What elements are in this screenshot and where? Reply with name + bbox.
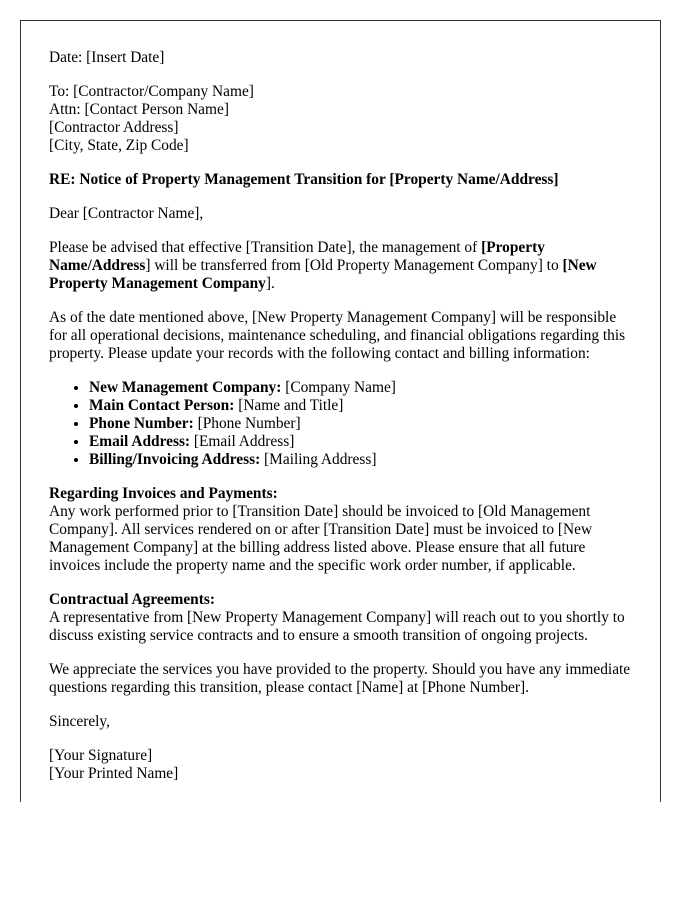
list-item-value: [Company Name] (281, 379, 396, 396)
contracts-section (49, 591, 632, 645)
recipient-block (49, 83, 632, 155)
contracts-body: A representative from [New Property Management Company] will reach out to you shortly to discuss existing service contracts and to ensure a smooth transition of ongoing projects. (49, 609, 625, 644)
printed-name: [Your Printed Name] (49, 765, 179, 782)
list-item (89, 379, 632, 397)
salutation: Dear [Contractor Name], (49, 205, 204, 222)
invoices-heading: Regarding Invoices and Payments: (49, 485, 278, 502)
list-item-label: Phone Number: (89, 415, 194, 432)
recipient-city-state-zip: [City, State, Zip Code] (49, 137, 189, 154)
list-item-value: [Email Address] (190, 433, 295, 450)
list-item (89, 433, 632, 451)
letter-page (20, 20, 661, 802)
responsibility-paragraph: As of the date mentioned above, [New Property Management Company] will be responsible for all operational decisions, maintenance scheduling, and financial obligations regarding this property. Please update your records with the following contact and billing information: (49, 309, 626, 362)
recipient-to: To: [Contractor/Company Name] (49, 83, 254, 100)
list-item-value: [Name and Title] (234, 397, 344, 414)
recipient-attn: Attn: [Contact Person Name] (49, 101, 229, 118)
list-item (89, 415, 632, 433)
list-item-value: [Mailing Address] (260, 451, 377, 468)
list-item-label: Main Contact Person: (89, 397, 235, 414)
intro-text-1: Please be advised that effective [Transition Date], the management of (49, 239, 482, 256)
recipient-address: [Contractor Address] (49, 119, 179, 136)
signature-block (49, 747, 632, 783)
list-item-value: [Phone Number] (193, 415, 301, 432)
intro-text-2: ] will be transferred from [Old Property Management Company] to (145, 257, 563, 274)
list-item-label: Email Address: (89, 433, 191, 450)
contracts-heading: Contractual Agreements: (49, 591, 215, 608)
contact-info-list (49, 379, 632, 469)
signature: [Your Signature] (49, 747, 153, 764)
property-name-bold: [Property Name/Address (49, 239, 545, 274)
new-company-bold: [New Property Management Company (49, 257, 597, 292)
intro-paragraph (49, 239, 632, 293)
date-line: Date: [Insert Date] (49, 49, 165, 66)
subject-line: RE: Notice of Property Management Transition for [Property Name/Address] (49, 171, 559, 188)
closing-paragraph: We appreciate the services you have provided to the property. Should you have any immediate questions regarding this transition, please contact [Name] at [Phone Number]. (49, 661, 631, 696)
list-item-label: Billing/Invoicing Address: (89, 451, 261, 468)
list-item (89, 397, 632, 415)
intro-text-3: ]. (265, 275, 275, 292)
invoices-section (49, 485, 632, 575)
invoices-body: Any work performed prior to [Transition Date] should be invoiced to [Old Management Company]. All services rendered on or after [Transition Date] must be invoiced to [New Management Company] at the billing address listed above. Please ensure that all future invoices include the property name and the specific work order number, if applicable. (49, 503, 593, 574)
closing: Sincerely, (49, 713, 110, 730)
list-item-label: New Management Company: (89, 379, 282, 396)
list-item (89, 451, 632, 469)
